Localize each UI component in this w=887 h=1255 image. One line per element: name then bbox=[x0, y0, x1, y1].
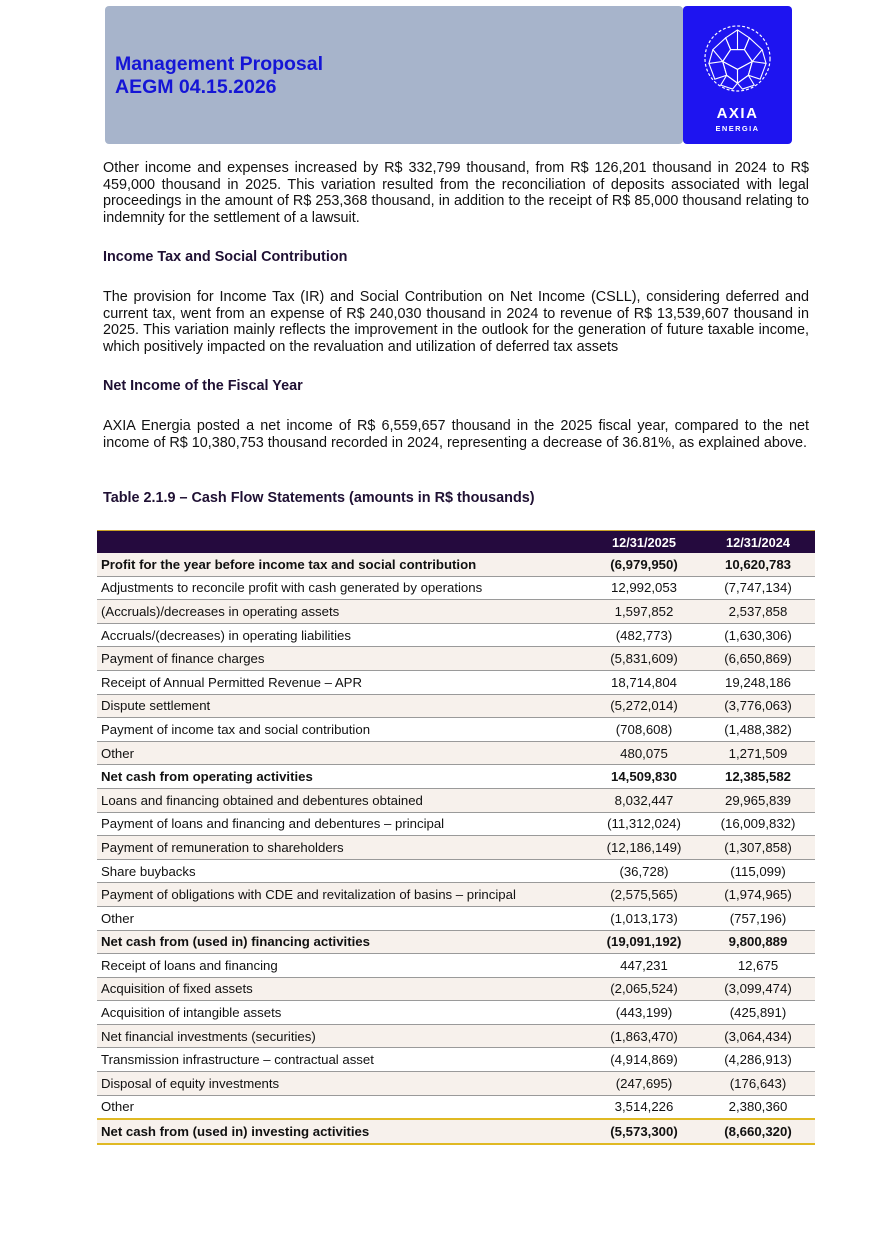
row-label: Payment of obligations with CDE and revitalization of basins – principal bbox=[97, 883, 587, 907]
value-2025: 12,992,053 bbox=[587, 576, 701, 600]
row-label: Payment of finance charges bbox=[97, 647, 587, 671]
value-2025: (708,608) bbox=[587, 718, 701, 742]
value-2024: 29,965,839 bbox=[701, 788, 815, 812]
value-2024: (6,650,869) bbox=[701, 647, 815, 671]
value-2024: 2,537,858 bbox=[701, 600, 815, 624]
table-row bbox=[97, 859, 815, 883]
value-2024: 9,800,889 bbox=[701, 930, 815, 954]
table-row bbox=[97, 906, 815, 930]
income-tax-paragraph: The provision for Income Tax (IR) and Social Contribution on Net Income (CSLL), considering deferred and current tax, went from an expense of R$ 240,030 thousand in 2024 to revenue of R$ 13,539,607 thousand in 2025. This variation mainly reflects the improvement in the outlook for the generation of future taxable income, which positively impacted on the revaluation and utilization of deferred tax assets bbox=[103, 289, 809, 356]
row-label: Acquisition of fixed assets bbox=[97, 977, 587, 1001]
table-row bbox=[97, 1001, 815, 1025]
heading-income-tax: Income Tax and Social Contribution bbox=[103, 249, 348, 265]
table-row bbox=[97, 670, 815, 694]
value-2025: (11,312,024) bbox=[587, 812, 701, 836]
value-2024: 1,271,509 bbox=[701, 741, 815, 765]
value-2025: 1,597,852 bbox=[587, 600, 701, 624]
table-row bbox=[97, 694, 815, 718]
title-line-1: Management Proposal bbox=[115, 53, 324, 75]
value-2025: (19,091,192) bbox=[587, 930, 701, 954]
value-2025: (12,186,149) bbox=[587, 836, 701, 860]
row-label: Accruals/(decreases) in operating liabilities bbox=[97, 623, 587, 647]
logo-name: AXIA bbox=[716, 105, 759, 122]
table-row bbox=[97, 977, 815, 1001]
value-2025: (4,914,869) bbox=[587, 1048, 701, 1072]
value-2025: 8,032,447 bbox=[587, 788, 701, 812]
row-label: Payment of loans and financing and debentures – principal bbox=[97, 812, 587, 836]
title-line-2: AEGM 04.15.2026 bbox=[115, 76, 277, 98]
column-header-label bbox=[97, 531, 587, 554]
value-2025: (5,272,014) bbox=[587, 694, 701, 718]
table-header-row bbox=[97, 531, 815, 554]
row-label: Net cash from operating activities bbox=[97, 765, 587, 789]
value-2025: (247,695) bbox=[587, 1072, 701, 1096]
value-2025: (482,773) bbox=[587, 623, 701, 647]
value-2024: (115,099) bbox=[701, 859, 815, 883]
value-2024: (1,488,382) bbox=[701, 718, 815, 742]
value-2025: (2,575,565) bbox=[587, 883, 701, 907]
row-label: Dispute settlement bbox=[97, 694, 587, 718]
row-label: Acquisition of intangible assets bbox=[97, 1001, 587, 1025]
table-row bbox=[97, 836, 815, 860]
axia-logo bbox=[683, 6, 792, 144]
value-2024: (425,891) bbox=[701, 1001, 815, 1025]
logo-subtitle: ENERGIA bbox=[715, 124, 760, 133]
cash-flow-table bbox=[97, 530, 815, 1145]
table-row bbox=[97, 954, 815, 978]
value-2025: (5,831,609) bbox=[587, 647, 701, 671]
value-2025: 3,514,226 bbox=[587, 1095, 701, 1119]
document-title bbox=[115, 53, 323, 99]
value-2024: (3,064,434) bbox=[701, 1024, 815, 1048]
row-label: Net cash from (used in) investing activities bbox=[97, 1119, 587, 1144]
value-2024: (1,974,965) bbox=[701, 883, 815, 907]
row-label: Net cash from (used in) financing activities bbox=[97, 930, 587, 954]
row-label: Other bbox=[97, 906, 587, 930]
table-row bbox=[97, 812, 815, 836]
table-row bbox=[97, 741, 815, 765]
value-2024: (4,286,913) bbox=[701, 1048, 815, 1072]
value-2024: 10,620,783 bbox=[701, 553, 815, 576]
row-label: Share buybacks bbox=[97, 859, 587, 883]
row-label: Transmission infrastructure – contractual asset bbox=[97, 1048, 587, 1072]
table-row bbox=[97, 930, 815, 954]
value-2025: 447,231 bbox=[587, 954, 701, 978]
table-row bbox=[97, 600, 815, 624]
table-row bbox=[97, 647, 815, 671]
column-header-2024: 12/31/2024 bbox=[701, 531, 815, 554]
other-income-paragraph: Other income and expenses increased by R$ 332,799 thousand, from R$ 126,201 thousand in 2024 to R$ 459,000 thousand in 2025. This variation resulted from the reconciliation of deposits associated with legal proceedings in the amount of R$ 253,368 thousand, in addition to the receipt of R$ 85,000 thousand relating to indemnity for the settlement of a lawsuit. bbox=[103, 160, 809, 227]
table-caption: Table 2.1.9 – Cash Flow Statements (amounts in R$ thousands) bbox=[103, 490, 535, 506]
value-2024: (7,747,134) bbox=[701, 576, 815, 600]
value-2024: 12,385,582 bbox=[701, 765, 815, 789]
value-2025: (443,199) bbox=[587, 1001, 701, 1025]
value-2025: 480,075 bbox=[587, 741, 701, 765]
value-2024: (16,009,832) bbox=[701, 812, 815, 836]
row-label: Other bbox=[97, 1095, 587, 1119]
value-2024: (176,643) bbox=[701, 1072, 815, 1096]
value-2024: (1,630,306) bbox=[701, 623, 815, 647]
value-2025: (2,065,524) bbox=[587, 977, 701, 1001]
value-2024: (8,660,320) bbox=[701, 1119, 815, 1144]
row-label: Receipt of loans and financing bbox=[97, 954, 587, 978]
value-2025: (1,013,173) bbox=[587, 906, 701, 930]
row-label: Adjustments to reconcile profit with cash generated by operations bbox=[97, 576, 587, 600]
row-label: Payment of income tax and social contribution bbox=[97, 718, 587, 742]
table-row bbox=[97, 765, 815, 789]
value-2024: (3,776,063) bbox=[701, 694, 815, 718]
value-2025: (6,979,950) bbox=[587, 553, 701, 576]
header-band bbox=[105, 6, 683, 144]
column-header-2025: 12/31/2025 bbox=[587, 531, 701, 554]
row-label: Profit for the year before income tax and social contribution bbox=[97, 553, 587, 576]
table-row bbox=[97, 788, 815, 812]
value-2025: (5,573,300) bbox=[587, 1119, 701, 1144]
table-row bbox=[97, 883, 815, 907]
table-row bbox=[97, 576, 815, 600]
table-row bbox=[97, 718, 815, 742]
value-2025: (36,728) bbox=[587, 859, 701, 883]
table-row bbox=[97, 1048, 815, 1072]
table-row bbox=[97, 1072, 815, 1096]
table-row bbox=[97, 1024, 815, 1048]
row-label: Other bbox=[97, 741, 587, 765]
globe-logo-icon bbox=[703, 24, 772, 93]
value-2024: 19,248,186 bbox=[701, 670, 815, 694]
table-row bbox=[97, 553, 815, 576]
row-label: Payment of remuneration to shareholders bbox=[97, 836, 587, 860]
net-income-paragraph: AXIA Energia posted a net income of R$ 6,559,657 thousand in the 2025 fiscal year, compared to the net income of R$ 10,380,753 thousand recorded in 2024, representing a decrease of 36.81%, as explained above. bbox=[103, 418, 809, 451]
row-label: Loans and financing obtained and debentures obtained bbox=[97, 788, 587, 812]
table-row bbox=[97, 1095, 815, 1119]
value-2025: (1,863,470) bbox=[587, 1024, 701, 1048]
row-label: Disposal of equity investments bbox=[97, 1072, 587, 1096]
row-label: (Accruals)/decreases in operating assets bbox=[97, 600, 587, 624]
row-label: Net financial investments (securities) bbox=[97, 1024, 587, 1048]
value-2024: (3,099,474) bbox=[701, 977, 815, 1001]
table-row bbox=[97, 1119, 815, 1144]
table-row bbox=[97, 623, 815, 647]
value-2025: 14,509,830 bbox=[587, 765, 701, 789]
value-2024: 2,380,360 bbox=[701, 1095, 815, 1119]
row-label: Receipt of Annual Permitted Revenue – APR bbox=[97, 670, 587, 694]
value-2025: 18,714,804 bbox=[587, 670, 701, 694]
value-2024: (1,307,858) bbox=[701, 836, 815, 860]
value-2024: (757,196) bbox=[701, 906, 815, 930]
value-2024: 12,675 bbox=[701, 954, 815, 978]
heading-net-income: Net Income of the Fiscal Year bbox=[103, 378, 303, 394]
